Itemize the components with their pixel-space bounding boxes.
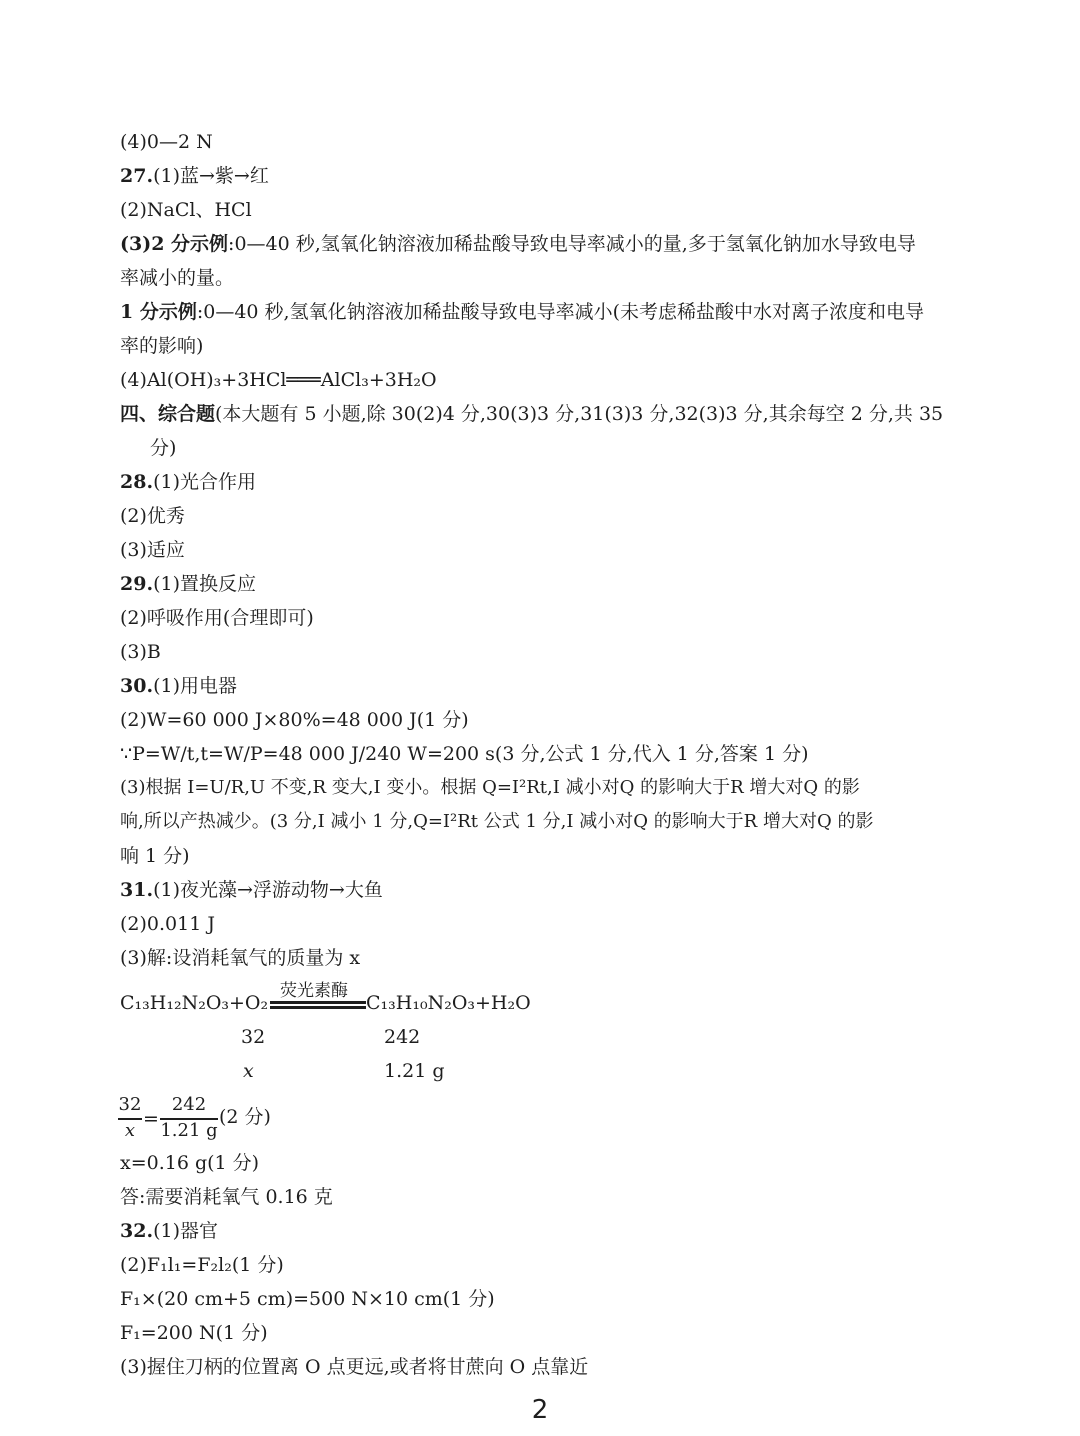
text-line: x=0.16 g(1 分) xyxy=(120,1152,260,1174)
text-line: (3)解:设消耗氧气的质量为 x xyxy=(120,947,361,969)
text-line: (3)根据 I=U/R,U 不变,R 变大,I 变小。根据 Q=I²Rt,I 减小对Q 的影响大于R 增大对Q 的影 xyxy=(120,777,860,798)
text-line xyxy=(120,231,970,257)
text-line: (2)呼吸作用(合理即可) xyxy=(120,607,314,629)
question-number: 32. xyxy=(120,1220,154,1242)
fraction-denominator: 1.21 g xyxy=(160,1120,218,1141)
text-line: 响 1 分) xyxy=(120,845,190,867)
equation-reactants: C₁₃H₁₂N₂O₃+O₂ xyxy=(120,992,269,1014)
text-line: 率减小的量。 xyxy=(120,267,235,289)
equation-equals-bar xyxy=(270,1006,366,1009)
fraction-right xyxy=(160,1094,218,1144)
line-text: (本大题有 5 小题,除 30(2)4 分,30(3)3 分,31(3)3 分,32(3)3 分,其余每空 2 分,共 35 xyxy=(215,403,944,425)
equation-products: C₁₃H₁₀N₂O₃+H₂O xyxy=(366,992,531,1014)
line-text: (1)蓝→紫→红 xyxy=(153,165,269,187)
line-text: :0—40 秒,氢氧化钠溶液加稀盐酸导致电导率减小(未考虑稀盐酸中水对离子浓度和电导 xyxy=(196,301,925,323)
example-label: 1 分示例 xyxy=(120,301,197,323)
text-line: (3)握住刀柄的位置离 O 点更远,或者将甘蔗向 O 点靠近 xyxy=(120,1356,589,1378)
text-line: (2)NaCl、HCl xyxy=(120,199,252,221)
line-text: (1)用电器 xyxy=(153,675,237,697)
text-line: 答:需要消耗氧气 0.16 克 xyxy=(120,1186,333,1208)
page-number: 2 xyxy=(531,1395,549,1425)
text-line xyxy=(120,877,970,903)
fraction-left xyxy=(118,1094,142,1144)
section-heading: 四、综合题 xyxy=(120,403,216,425)
question-number: 27. xyxy=(120,165,154,187)
fraction-numerator: 32 xyxy=(118,1094,142,1115)
equation-given-mass: 1.21 g xyxy=(384,1060,445,1082)
text-line: (2)0.011 J xyxy=(120,913,215,935)
text-line: (3)B xyxy=(120,641,161,663)
text-line: (2)优秀 xyxy=(120,505,185,527)
text-line xyxy=(120,469,970,495)
equation-mass-product: 242 xyxy=(384,1026,421,1048)
line-text: (1)器官 xyxy=(153,1220,218,1242)
question-number: 28. xyxy=(120,471,154,493)
text-line: ∵P=W/t,t=W/P=48 000 J/240 W=200 s(3 分,公式 1 分,代入 1 分,答案 1 分) xyxy=(120,743,809,765)
text-line: (2)W=60 000 J×80%=48 000 J(1 分) xyxy=(120,709,469,731)
line-text: (1)光合作用 xyxy=(153,471,256,493)
text-line: 率的影响) xyxy=(120,335,204,357)
equation-equals-bar xyxy=(270,1001,366,1004)
line-text: :0—40 秒,氢氧化钠溶液加稀盐酸导致电导率减小的量,多于氢氧化钠加水导致电导 xyxy=(228,233,916,255)
text-line: (4)Al(OH)₃+3HCl═══AlCl₃+3H₂O xyxy=(120,369,437,391)
line-text: (1)置换反应 xyxy=(153,573,256,595)
question-number: 29. xyxy=(120,573,154,595)
text-line xyxy=(120,571,970,597)
equation-mass-o2: 32 xyxy=(241,1026,266,1048)
text-line: (3)适应 xyxy=(120,539,185,561)
text-line: (2)F₁l₁=F₂l₂(1 分) xyxy=(120,1254,284,1276)
question-number: 31. xyxy=(120,879,154,901)
question-number: 30. xyxy=(120,675,154,697)
fraction-numerator: 242 xyxy=(171,1094,207,1115)
text-line: F₁×(20 cm+5 cm)=500 N×10 cm(1 分) xyxy=(120,1288,495,1310)
text-line xyxy=(120,673,970,699)
text-line: (4)0—2 N xyxy=(120,131,213,153)
text-line: 响,所以产热减少。(3 分,I 减小 1 分,Q=I²Rt 公式 1 分,I 减小对Q 的影响大于R 增大对Q 的影 xyxy=(120,811,874,832)
text-line xyxy=(120,299,970,325)
fraction-denominator: x xyxy=(124,1120,136,1141)
example-label: (3)2 分示例 xyxy=(120,233,229,255)
equation-unknown-x: x xyxy=(243,1060,254,1082)
text-line: F₁=200 N(1 分) xyxy=(120,1322,268,1344)
fraction-equals: = xyxy=(143,1108,159,1130)
text-line xyxy=(120,401,970,427)
fraction-score-note: (2 分) xyxy=(219,1106,271,1128)
line-text: (1)夜光藻→浮游动物→大鱼 xyxy=(153,879,383,901)
text-line xyxy=(120,1218,970,1244)
text-line xyxy=(120,163,970,189)
equation-catalyst: 荧光素酶 xyxy=(280,981,348,1001)
text-line: 分) xyxy=(150,437,177,459)
